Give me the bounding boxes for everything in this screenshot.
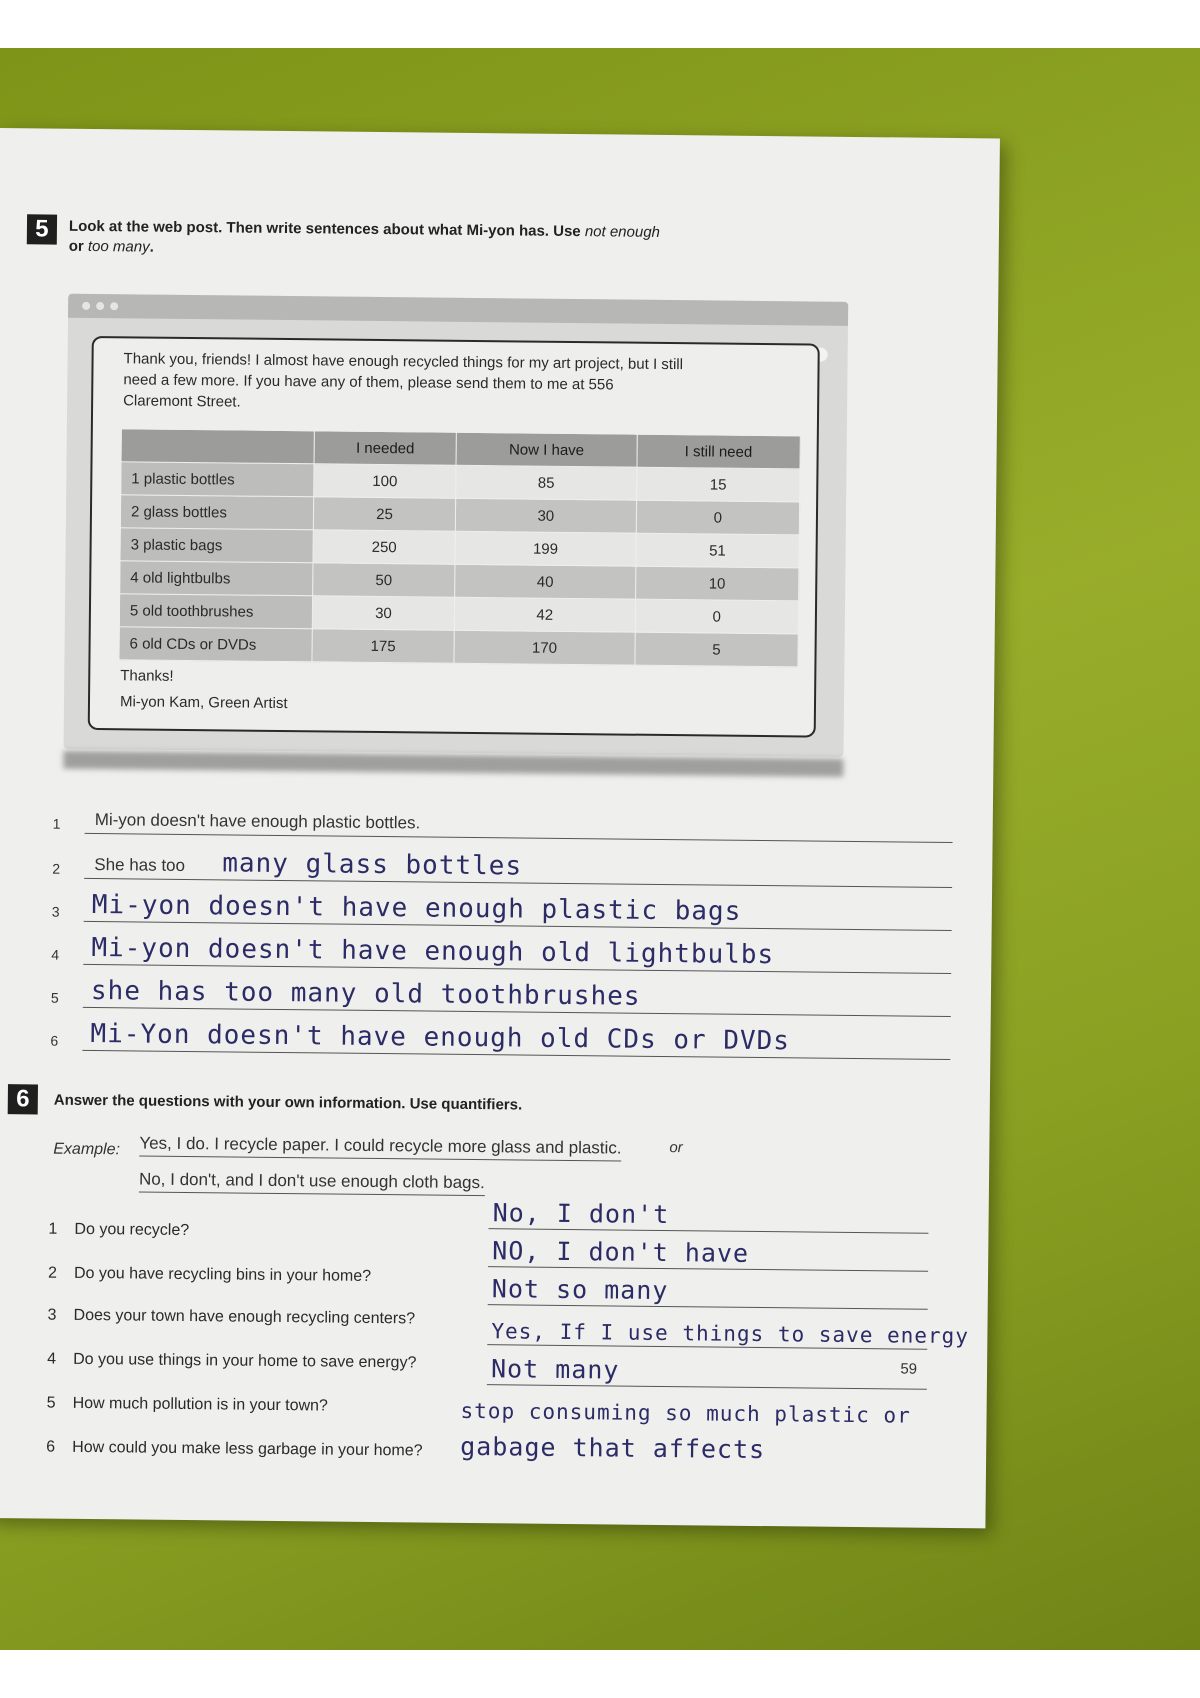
answer-line bbox=[456, 1391, 911, 1430]
answer-number: 5 bbox=[50, 989, 59, 1006]
post-signature: Mi-yon Kam, Green Artist bbox=[119, 693, 288, 713]
question-text: Do you have recycling bins in your home? bbox=[73, 1264, 372, 1285]
question-number: 1 bbox=[48, 1220, 58, 1238]
have-cell: 85 bbox=[456, 465, 637, 500]
have-cell: 42 bbox=[454, 597, 635, 632]
question-text: How much pollution is in your town? bbox=[72, 1394, 328, 1415]
answer-line bbox=[52, 839, 952, 888]
have-cell: 199 bbox=[455, 531, 636, 566]
instruction-or: or bbox=[68, 237, 84, 255]
answer-number: 2 bbox=[52, 860, 61, 877]
answer-printed: She has too bbox=[94, 855, 186, 875]
still-need-cell: 51 bbox=[636, 533, 800, 568]
question-number: 4 bbox=[47, 1350, 57, 1368]
question-number: 2 bbox=[47, 1264, 58, 1282]
question-number: 3 bbox=[47, 1306, 57, 1324]
needed-cell: 250 bbox=[313, 530, 455, 564]
recycled-items-table bbox=[118, 428, 800, 667]
answer-number: 6 bbox=[50, 1032, 59, 1049]
answer-handwriting: Yes, If I use things to save energy bbox=[491, 1319, 970, 1349]
answer-handwriting: Mi-Yon doesn't have enough old CDs or DVDs bbox=[90, 1018, 791, 1057]
answer-handwriting: Mi-yon doesn't have enough old lightbulbs bbox=[91, 933, 775, 971]
item-cell: 2 glass bottles bbox=[120, 495, 313, 530]
question bbox=[47, 1395, 328, 1416]
section-5-instruction bbox=[69, 217, 789, 265]
window-dot-icon bbox=[96, 302, 104, 310]
answer-printed: Mi-yon doesn't have enough plastic bottles. bbox=[94, 810, 421, 833]
item-cell: 3 plastic bags bbox=[120, 528, 313, 563]
have-cell: 170 bbox=[454, 630, 635, 665]
answer-line bbox=[488, 1195, 928, 1234]
item-cell: 5 old toothbrushes bbox=[119, 594, 312, 629]
have-cell: 40 bbox=[455, 564, 636, 599]
needed-cell: 30 bbox=[312, 596, 454, 630]
answer-line bbox=[487, 1311, 970, 1350]
question-text: Does your town have enough recycling centers? bbox=[73, 1306, 416, 1328]
have-cell: 30 bbox=[455, 498, 636, 533]
still-need-cell: 5 bbox=[635, 632, 799, 667]
section-6-instruction: Answer the questions with your own information. Use quantifiers. bbox=[53, 1091, 523, 1114]
instruction-text: Look at the web post. Then write sentences about what Mi-yon has. Use bbox=[68, 217, 581, 241]
answer-handwriting: Not many bbox=[490, 1354, 620, 1385]
example-answer-1: Yes, I do. I recycle paper. I could recycle more glass and plastic. bbox=[139, 1134, 621, 1162]
example-or: or bbox=[669, 1139, 683, 1157]
question bbox=[48, 1265, 371, 1286]
answer-handwriting: stop consuming so much plastic or bbox=[460, 1398, 911, 1428]
top-margin bbox=[0, 0, 1200, 48]
question-text: Do you use things in your home to save energy? bbox=[73, 1350, 417, 1372]
question bbox=[47, 1351, 416, 1373]
section-6-number: 6 bbox=[8, 1084, 38, 1114]
answer-handwriting: gabage that affects bbox=[460, 1431, 766, 1465]
needed-cell: 25 bbox=[313, 497, 455, 531]
answer-handwriting: NO, I don't have bbox=[492, 1236, 750, 1268]
section-5-number: 5 bbox=[27, 214, 57, 244]
answer-line bbox=[487, 1351, 927, 1390]
writing-line bbox=[488, 1304, 928, 1310]
question bbox=[46, 1439, 423, 1461]
answer-line bbox=[52, 882, 952, 931]
needed-cell: 50 bbox=[313, 563, 455, 597]
page-number: 59 bbox=[900, 1360, 918, 1378]
question-text: Do you recycle? bbox=[74, 1220, 190, 1240]
table-header: Now I have bbox=[456, 432, 637, 467]
item-cell: 4 old lightbulbs bbox=[120, 561, 313, 596]
window-dot-icon bbox=[110, 302, 118, 310]
question-number: 6 bbox=[46, 1438, 56, 1456]
answer-handwriting: Mi-yon doesn't have enough plastic bags bbox=[91, 890, 742, 927]
still-need-cell: 0 bbox=[635, 599, 799, 634]
answer-number: 3 bbox=[51, 903, 60, 920]
still-need-cell: 10 bbox=[635, 566, 799, 601]
answer-handwriting: many glass bottles bbox=[222, 848, 523, 882]
answer-line bbox=[51, 925, 951, 974]
still-need-cell: 15 bbox=[636, 467, 800, 502]
answer-line bbox=[51, 968, 951, 1017]
answer-number: 4 bbox=[51, 946, 60, 963]
question bbox=[48, 1221, 189, 1240]
item-cell: 1 plastic bottles bbox=[121, 462, 314, 497]
item-cell: 6 old CDs or DVDs bbox=[119, 627, 312, 662]
answer-handwriting: Not so many bbox=[491, 1274, 669, 1306]
window-dot-icon bbox=[82, 302, 90, 310]
table-header bbox=[121, 429, 314, 464]
answer-handwriting: No, I don't bbox=[492, 1198, 670, 1230]
bottom-margin bbox=[0, 1650, 1200, 1698]
answer-line bbox=[53, 794, 953, 843]
answer-number: 1 bbox=[52, 815, 61, 832]
instruction-end: . bbox=[149, 238, 154, 256]
answer-line bbox=[50, 1011, 950, 1060]
post-signoff bbox=[120, 663, 288, 717]
table-row bbox=[119, 627, 798, 667]
post-thanks: Thanks! bbox=[120, 667, 174, 685]
still-need-cell: 0 bbox=[636, 500, 800, 535]
question bbox=[47, 1307, 415, 1329]
web-post bbox=[88, 336, 820, 738]
workbook-page bbox=[0, 128, 1000, 1528]
needed-cell: 100 bbox=[314, 464, 456, 498]
question-number: 5 bbox=[46, 1394, 56, 1412]
needed-cell: 175 bbox=[312, 629, 454, 663]
instruction-emphasis-2: too many bbox=[87, 237, 150, 256]
table-header: I needed bbox=[314, 431, 456, 465]
answer-line-continued bbox=[456, 1429, 896, 1468]
browser-title-bar bbox=[68, 294, 848, 326]
answer-handwriting: she has too many old toothbrushes bbox=[90, 976, 641, 1012]
example-answer-2: No, I don't, and I don't use enough cloth bags. bbox=[139, 1170, 485, 1197]
question-text: How could you make less garbage in your home? bbox=[72, 1438, 423, 1460]
writing-line bbox=[487, 1384, 927, 1390]
example-label: Example: bbox=[53, 1140, 121, 1159]
answer-line bbox=[488, 1271, 928, 1310]
web-post-window bbox=[64, 294, 849, 757]
post-message: Thank you, friends! I almost have enough recycled things for my art project, but I still need a few more. If you have any of them, please send them to me at 556 Claremont Street. bbox=[123, 350, 684, 411]
table-header: I still need bbox=[637, 434, 801, 469]
answer-line bbox=[488, 1233, 928, 1272]
instruction-emphasis-1: not enough bbox=[584, 223, 661, 241]
